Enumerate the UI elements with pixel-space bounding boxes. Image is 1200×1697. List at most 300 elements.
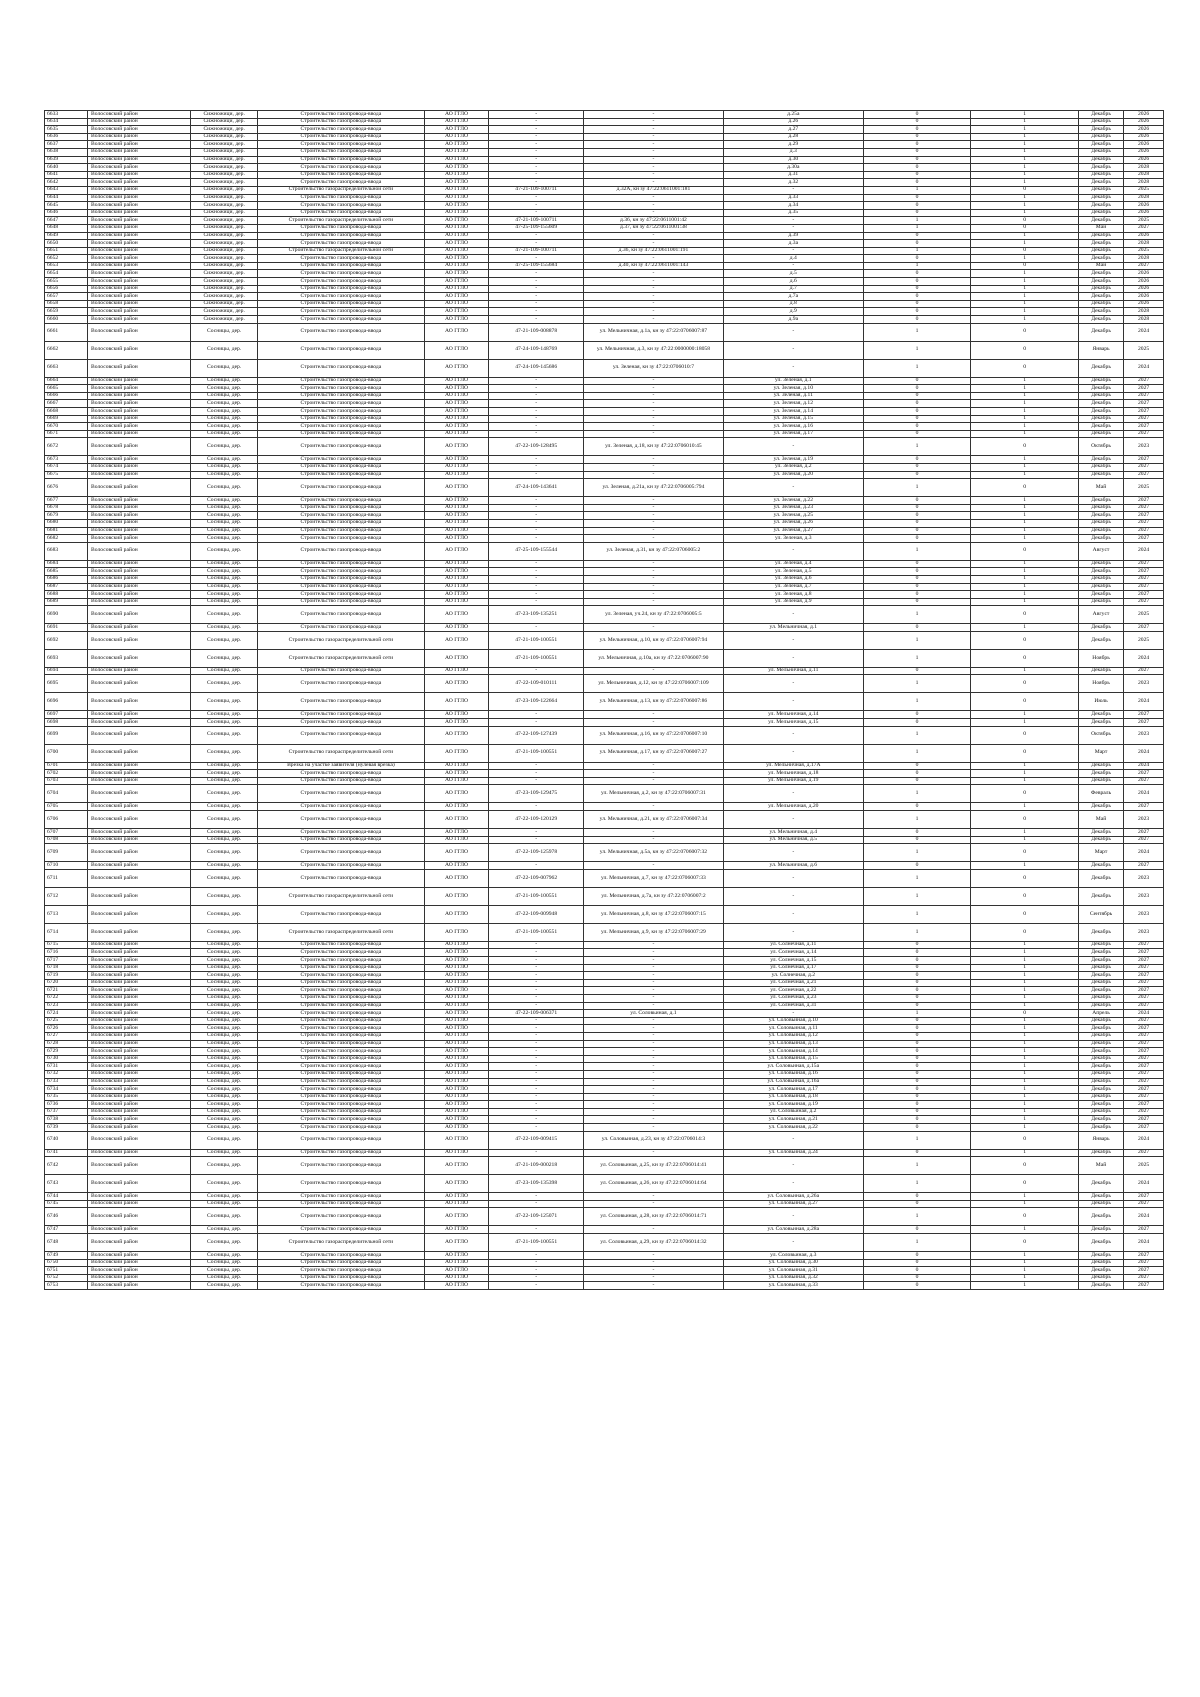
table-cell-org: АО ГГЛО	[424, 1086, 489, 1094]
table-cell-year: 2024	[1124, 542, 1164, 560]
table-cell-org: АО ГГЛО	[424, 568, 489, 576]
table-cell-flag_a: 0	[863, 964, 971, 972]
table-cell-flag_a: 1	[863, 1010, 971, 1018]
table-cell-address: -	[723, 224, 863, 232]
table-row	[45, 667, 1164, 675]
table-cell-work: Строительство газопровода-ввода	[258, 964, 425, 972]
table-cell-flag_b: 1	[971, 111, 1079, 119]
table-cell-month: Декабрь	[1078, 1200, 1123, 1208]
table-cell-org: АО ГГЛО	[424, 972, 489, 980]
table-cell-id: 6676	[45, 479, 88, 497]
table-cell-work: Строительство газопровода-ввода	[258, 836, 425, 844]
table-cell-work: Строительство газопровода-ввода	[258, 497, 425, 505]
table-cell-work: Строительство газопровода-ввода	[258, 811, 425, 829]
table-cell-month: Сентябрь	[1078, 905, 1123, 923]
table-cell-address_kn: ул. Мельничная, д.16, кн зу 47:22:0706007:10	[584, 726, 724, 744]
table-cell-flag_a: 0	[863, 133, 971, 141]
table-cell-address_kn: ул. Зеленая, д.21а, кн зу 47:22:0706005:794	[584, 479, 724, 497]
table-cell-year: 2027	[1124, 1200, 1164, 1208]
table-cell-flag_b: 0	[971, 359, 1079, 377]
table-cell-code: -	[489, 575, 584, 583]
table-cell-code: -	[489, 711, 584, 719]
table-cell-settlement: Сижножици, дер.	[191, 164, 258, 172]
table-row	[45, 1234, 1164, 1252]
table-cell-district: Волосовский район	[88, 209, 191, 217]
table-cell-address_kn: ул. Мельничная, д.12, кн зу 47:22:0706007:109	[584, 675, 724, 693]
table-cell-address_kn: -	[584, 1025, 724, 1033]
table-cell-code: -	[489, 316, 584, 324]
table-cell-district: Волосовский район	[88, 262, 191, 270]
table-cell-flag_b: 0	[971, 869, 1079, 887]
table-cell-work: Строительство газораспределительной сети	[258, 923, 425, 941]
table-cell-id: 6651	[45, 247, 88, 255]
table-cell-code: -	[489, 400, 584, 408]
table-cell-flag_a: 0	[863, 987, 971, 995]
table-cell-flag_b: 1	[971, 519, 1079, 527]
table-cell-month: Декабрь	[1078, 171, 1123, 179]
table-cell-org: АО ГГЛО	[424, 232, 489, 240]
table-cell-year: 2027	[1124, 392, 1164, 400]
table-cell-code: -	[489, 964, 584, 972]
table-cell-district: Волосовский район	[88, 1131, 191, 1149]
table-cell-work: Строительство газопровода-ввода	[258, 359, 425, 377]
table-cell-settlement: Сосницы, дер.	[191, 777, 258, 785]
table-row	[45, 844, 1164, 862]
table-cell-address: ул. Солнечная, д.11	[723, 941, 863, 949]
table-cell-month: Декабрь	[1078, 1234, 1123, 1252]
table-row	[45, 591, 1164, 599]
table-cell-year: 2027	[1124, 1282, 1164, 1290]
table-cell-flag_a: 0	[863, 519, 971, 527]
table-cell-id: 6637	[45, 141, 88, 149]
table-cell-month: Декабрь	[1078, 270, 1123, 278]
table-cell-flag_b: 1	[971, 598, 1079, 606]
table-cell-settlement: Сосницы, дер.	[191, 624, 258, 632]
table-cell-flag_b: 1	[971, 126, 1079, 134]
table-cell-org: АО ГГЛО	[424, 1149, 489, 1157]
table-cell-settlement: Сижножици, дер.	[191, 255, 258, 263]
table-cell-month: Декабрь	[1078, 1093, 1123, 1101]
table-cell-address_kn: -	[584, 392, 724, 400]
table-cell-settlement: Сосницы, дер.	[191, 675, 258, 693]
table-cell-address: ул. Солнечная, д.22	[723, 987, 863, 995]
table-cell-month: Декабрь	[1078, 209, 1123, 217]
table-cell-work: Строительство газопровода-ввода	[258, 575, 425, 583]
table-cell-flag_a: 0	[863, 624, 971, 632]
table-cell-month: Декабрь	[1078, 148, 1123, 156]
table-row	[45, 527, 1164, 535]
table-cell-settlement: Сосницы, дер.	[191, 887, 258, 905]
table-cell-year: 2027	[1124, 1259, 1164, 1267]
table-cell-code: -	[489, 803, 584, 811]
table-cell-id: 6701	[45, 762, 88, 770]
table-cell-address_kn: -	[584, 1040, 724, 1048]
table-row	[45, 777, 1164, 785]
table-cell-settlement: Сосницы, дер.	[191, 1234, 258, 1252]
table-cell-flag_b: 1	[971, 194, 1079, 202]
table-cell-month: Декабрь	[1078, 1267, 1123, 1275]
table-cell-settlement: Сосницы, дер.	[191, 1226, 258, 1234]
table-cell-code: -	[489, 408, 584, 416]
table-cell-month: Декабрь	[1078, 385, 1123, 393]
table-cell-settlement: Сосницы, дер.	[191, 400, 258, 408]
table-cell-settlement: Сосницы, дер.	[191, 726, 258, 744]
table-cell-work: Строительство газопровода-ввода	[258, 171, 425, 179]
table-cell-id: 6655	[45, 278, 88, 286]
table-cell-flag_b: 1	[971, 560, 1079, 568]
table-cell-id: 6684	[45, 560, 88, 568]
table-cell-work: Строительство газопровода-ввода	[258, 164, 425, 172]
table-cell-district: Волосовский район	[88, 811, 191, 829]
table-cell-org: АО ГГЛО	[424, 400, 489, 408]
table-cell-month: Май	[1078, 1157, 1123, 1175]
table-cell-month: Декабрь	[1078, 300, 1123, 308]
table-cell-settlement: Сосницы, дер.	[191, 1200, 258, 1208]
table-cell-id: 6745	[45, 1200, 88, 1208]
table-cell-settlement: Сосницы, дер.	[191, 560, 258, 568]
table-cell-code: -	[489, 141, 584, 149]
table-cell-address_kn: -	[584, 1226, 724, 1234]
table-cell-district: Волосовский район	[88, 979, 191, 987]
table-cell-work: Строительство газопровода-ввода	[258, 1017, 425, 1025]
table-cell-address: ул. Солнечная, д.23	[723, 994, 863, 1002]
table-cell-address: -	[723, 1234, 863, 1252]
table-cell-org: АО ГГЛО	[424, 217, 489, 225]
table-cell-address_kn: -	[584, 148, 724, 156]
table-cell-address_kn: ул. Мельничная, д.21, кн зу 47:22:0706007:34	[584, 811, 724, 829]
table-cell-district: Волосовский район	[88, 770, 191, 778]
table-cell-flag_a: 0	[863, 1108, 971, 1116]
table-cell-work: Строительство газопровода-ввода	[258, 262, 425, 270]
table-cell-address_kn: -	[584, 777, 724, 785]
table-cell-settlement: Сосницы, дер.	[191, 527, 258, 535]
table-cell-district: Волосовский район	[88, 308, 191, 316]
table-row	[45, 1259, 1164, 1267]
table-cell-address: ул. Соловьиная, д.2	[723, 1108, 863, 1116]
table-cell-month: Декабрь	[1078, 118, 1123, 126]
table-cell-address: ул. Зеленая, д.23	[723, 504, 863, 512]
table-cell-org: АО ГГЛО	[424, 316, 489, 324]
table-cell-work: Строительство газопровода-ввода	[258, 300, 425, 308]
table-cell-id: 6730	[45, 1055, 88, 1063]
table-cell-work: Строительство газопровода-ввода	[258, 293, 425, 301]
table-cell-flag_a: 1	[863, 186, 971, 194]
table-cell-settlement: Сижножици, дер.	[191, 209, 258, 217]
table-cell-settlement: Сижножици, дер.	[191, 262, 258, 270]
table-cell-work: Строительство газопровода-ввода	[258, 941, 425, 949]
table-cell-district: Волосовский район	[88, 240, 191, 248]
table-cell-month: Декабрь	[1078, 377, 1123, 385]
table-cell-work: Строительство газопровода-ввода	[258, 1101, 425, 1109]
table-cell-code: -	[489, 519, 584, 527]
table-cell-flag_b: 1	[971, 770, 1079, 778]
table-cell-id: 6744	[45, 1193, 88, 1201]
table-cell-district: Волосовский район	[88, 400, 191, 408]
table-cell-id: 6697	[45, 711, 88, 719]
table-cell-address_kn: -	[584, 979, 724, 987]
table-cell-flag_a: 1	[863, 224, 971, 232]
table-row	[45, 300, 1164, 308]
table-cell-month: Декабрь	[1078, 527, 1123, 535]
table-cell-year: 2027	[1124, 535, 1164, 543]
table-cell-address_kn: д.37, кн зу 47:22:0611001:38	[584, 224, 724, 232]
table-row	[45, 1282, 1164, 1290]
table-cell-address: -	[723, 887, 863, 905]
table-cell-address: -	[723, 247, 863, 255]
table-cell-work: Строительство газопровода-ввода	[258, 1093, 425, 1101]
table-cell-work: Строительство газопровода-ввода	[258, 675, 425, 693]
table-cell-org: АО ГГЛО	[424, 118, 489, 126]
table-cell-address: ул. Мельничная, д.20	[723, 803, 863, 811]
table-cell-flag_b: 0	[971, 693, 1079, 711]
table-cell-address: ул. Соловьиная, д.13	[723, 1040, 863, 1048]
table-row	[45, 341, 1164, 359]
table-cell-year: 2027	[1124, 624, 1164, 632]
table-cell-flag_a: 1	[863, 744, 971, 762]
table-cell-flag_b: 0	[971, 186, 1079, 194]
table-cell-year: 2027	[1124, 1124, 1164, 1132]
table-cell-code: 47-21-109-100551	[489, 887, 584, 905]
table-cell-address: ул. Зеленая, д.2	[723, 463, 863, 471]
table-cell-month: Декабрь	[1078, 415, 1123, 423]
table-cell-flag_a: 1	[863, 869, 971, 887]
table-cell-code: -	[489, 194, 584, 202]
table-cell-org: АО ГГЛО	[424, 270, 489, 278]
table-cell-district: Волосовский район	[88, 1267, 191, 1275]
table-cell-address_kn: -	[584, 598, 724, 606]
table-row	[45, 1070, 1164, 1078]
table-cell-settlement: Сосницы, дер.	[191, 1252, 258, 1260]
table-cell-org: АО ГГЛО	[424, 1252, 489, 1260]
table-cell-flag_b: 1	[971, 1017, 1079, 1025]
table-cell-year: 2027	[1124, 949, 1164, 957]
table-cell-code: -	[489, 624, 584, 632]
table-row	[45, 423, 1164, 431]
table-cell-address: д.28	[723, 133, 863, 141]
table-cell-code: 47-21-109-100711	[489, 186, 584, 194]
table-cell-address: ул. Соловьиная, д.18	[723, 1093, 863, 1101]
table-cell-year: 2024	[1124, 359, 1164, 377]
table-cell-address_kn: -	[584, 285, 724, 293]
table-cell-code: -	[489, 1040, 584, 1048]
table-cell-flag_b: 1	[971, 1149, 1079, 1157]
table-cell-org: АО ГГЛО	[424, 964, 489, 972]
table-cell-flag_b: 0	[971, 542, 1079, 560]
table-cell-address: ул. Соловьиная, д.15а	[723, 1063, 863, 1071]
table-cell-work: Строительство газопровода-ввода	[258, 979, 425, 987]
table-cell-code: -	[489, 415, 584, 423]
table-cell-org: АО ГГЛО	[424, 560, 489, 568]
table-row	[45, 941, 1164, 949]
table-cell-address_kn: -	[584, 179, 724, 187]
table-cell-month: Декабрь	[1078, 598, 1123, 606]
table-cell-month: Декабрь	[1078, 217, 1123, 225]
table-cell-id: 6721	[45, 987, 88, 995]
table-cell-org: АО ГГЛО	[424, 1282, 489, 1290]
table-cell-address_kn: -	[584, 568, 724, 576]
table-cell-id: 6648	[45, 224, 88, 232]
table-cell-id: 6722	[45, 994, 88, 1002]
table-cell-code: -	[489, 777, 584, 785]
table-cell-code: -	[489, 497, 584, 505]
table-cell-month: Декабрь	[1078, 471, 1123, 479]
table-cell-district: Волосовский район	[88, 987, 191, 995]
table-cell-code: -	[489, 1124, 584, 1132]
table-cell-flag_b: 1	[971, 164, 1079, 172]
table-cell-work: Строительство газопровода-ввода	[258, 341, 425, 359]
table-cell-address: ул. Зеленая, д.1	[723, 377, 863, 385]
table-cell-org: АО ГГЛО	[424, 438, 489, 456]
table-cell-org: АО ГГЛО	[424, 762, 489, 770]
table-row	[45, 392, 1164, 400]
table-cell-id: 6743	[45, 1175, 88, 1193]
table-cell-code: -	[489, 1226, 584, 1234]
table-cell-address: д.29	[723, 141, 863, 149]
table-cell-address_kn: ул. Мельничная, д.7а, кн зу 47:22:0706007:2	[584, 887, 724, 905]
table-cell-flag_b: 1	[971, 141, 1079, 149]
table-cell-year: 2027	[1124, 400, 1164, 408]
table-cell-id: 6698	[45, 719, 88, 727]
table-cell-year: 2024	[1124, 1234, 1164, 1252]
table-cell-settlement: Сосницы, дер.	[191, 711, 258, 719]
table-cell-address_kn: -	[584, 377, 724, 385]
table-cell-flag_b: 1	[971, 293, 1079, 301]
table-cell-year: 2027	[1124, 836, 1164, 844]
table-cell-flag_a: 1	[863, 1208, 971, 1226]
table-cell-address_kn: -	[584, 141, 724, 149]
table-cell-flag_b: 1	[971, 1078, 1079, 1086]
table-cell-code: 47-21-109-100551	[489, 649, 584, 667]
table-cell-id: 6717	[45, 957, 88, 965]
table-cell-flag_a: 0	[863, 777, 971, 785]
table-cell-district: Волосовский район	[88, 560, 191, 568]
table-cell-flag_b: 1	[971, 1200, 1079, 1208]
table-cell-org: АО ГГЛО	[424, 1131, 489, 1149]
table-cell-address: -	[723, 1157, 863, 1175]
table-cell-org: АО ГГЛО	[424, 862, 489, 870]
table-cell-org: АО ГГЛО	[424, 148, 489, 156]
table-cell-flag_b: 0	[971, 479, 1079, 497]
table-cell-address: д.35	[723, 209, 863, 217]
table-cell-address: -	[723, 811, 863, 829]
table-cell-org: АО ГГЛО	[424, 1025, 489, 1033]
table-cell-id: 6663	[45, 359, 88, 377]
table-cell-district: Волосовский район	[88, 1175, 191, 1193]
table-cell-id: 6704	[45, 785, 88, 803]
table-cell-address: ул. Зеленая, д.4	[723, 560, 863, 568]
table-row	[45, 542, 1164, 560]
table-cell-settlement: Сижножици, дер.	[191, 232, 258, 240]
table-cell-year: 2024	[1124, 1131, 1164, 1149]
table-cell-year: 2027	[1124, 463, 1164, 471]
table-cell-settlement: Сижножици, дер.	[191, 171, 258, 179]
table-cell-flag_a: 1	[863, 1157, 971, 1175]
table-cell-work: Строительство газопровода-ввода	[258, 240, 425, 248]
table-cell-year: 2027	[1124, 1055, 1164, 1063]
table-cell-work: Строительство газопровода-ввода	[258, 255, 425, 263]
table-cell-id: 6635	[45, 126, 88, 134]
table-cell-work: Строительство газопровода-ввода	[258, 141, 425, 149]
table-cell-flag_a: 1	[863, 726, 971, 744]
table-cell-org: АО ГГЛО	[424, 408, 489, 416]
table-cell-flag_b: 1	[971, 512, 1079, 520]
table-cell-flag_b: 1	[971, 1116, 1079, 1124]
table-cell-org: АО ГГЛО	[424, 1234, 489, 1252]
table-cell-flag_b: 1	[971, 255, 1079, 263]
table-cell-settlement: Сосницы, дер.	[191, 719, 258, 727]
table-cell-org: АО ГГЛО	[424, 606, 489, 624]
table-cell-district: Волосовский район	[88, 1193, 191, 1201]
table-cell-address: ул. Мельничная, д.6	[723, 862, 863, 870]
table-cell-work: Строительство газопровода-ввода	[258, 803, 425, 811]
table-row	[45, 887, 1164, 905]
table-cell-org: АО ГГЛО	[424, 770, 489, 778]
table-cell-address: ул. Соловьиная, д.10	[723, 1017, 863, 1025]
table-cell-district: Волосовский район	[88, 941, 191, 949]
table-cell-code: -	[489, 1017, 584, 1025]
table-cell-id: 6668	[45, 408, 88, 416]
table-cell-district: Волосовский район	[88, 844, 191, 862]
table-row	[45, 1017, 1164, 1025]
table-cell-district: Волосовский район	[88, 568, 191, 576]
table-cell-code: 47-25-109-155609	[489, 224, 584, 232]
table-cell-org: АО ГГЛО	[424, 126, 489, 134]
table-cell-year: 2023	[1124, 438, 1164, 456]
table-cell-address: ул. Зеленая, д.27	[723, 527, 863, 535]
table-cell-flag_a: 0	[863, 535, 971, 543]
table-cell-org: АО ГГЛО	[424, 1274, 489, 1282]
table-cell-year: 2027	[1124, 591, 1164, 599]
table-cell-flag_b: 0	[971, 341, 1079, 359]
table-cell-flag_a: 0	[863, 591, 971, 599]
table-cell-year: 2028	[1124, 194, 1164, 202]
table-cell-month: Июль	[1078, 693, 1123, 711]
table-cell-month: Декабрь	[1078, 1048, 1123, 1056]
table-cell-address_kn: -	[584, 987, 724, 995]
table-cell-address_kn: -	[584, 770, 724, 778]
table-cell-work: Строительство газопровода-ввода	[258, 711, 425, 719]
table-cell-settlement: Сосницы, дер.	[191, 862, 258, 870]
table-cell-month: Декабрь	[1078, 126, 1123, 134]
table-cell-settlement: Сосницы, дер.	[191, 905, 258, 923]
table-cell-flag_b: 1	[971, 568, 1079, 576]
table-cell-year: 2023	[1124, 726, 1164, 744]
table-cell-district: Волосовский район	[88, 1040, 191, 1048]
table-cell-org: АО ГГЛО	[424, 1200, 489, 1208]
table-cell-id: 6657	[45, 293, 88, 301]
table-row	[45, 785, 1164, 803]
table-cell-year: 2024	[1124, 744, 1164, 762]
table-cell-district: Волосовский район	[88, 300, 191, 308]
table-cell-flag_a: 0	[863, 575, 971, 583]
table-cell-settlement: Сосницы, дер.	[191, 1282, 258, 1290]
table-cell-district: Волосовский район	[88, 964, 191, 972]
table-cell-id: 6723	[45, 1002, 88, 1010]
table-cell-address_kn: -	[584, 1274, 724, 1282]
table-cell-address: ул. Соловьиная, д.16	[723, 1070, 863, 1078]
table-cell-flag_b: 0	[971, 1010, 1079, 1018]
table-cell-year: 2024	[1124, 1208, 1164, 1226]
table-cell-month: Декабрь	[1078, 504, 1123, 512]
table-cell-id: 6687	[45, 583, 88, 591]
table-cell-work: Строительство газопровода-ввода	[258, 777, 425, 785]
table-cell-district: Волосовский район	[88, 1116, 191, 1124]
table-cell-org: АО ГГЛО	[424, 624, 489, 632]
table-cell-code: -	[489, 148, 584, 156]
table-cell-flag_a: 1	[863, 247, 971, 255]
table-cell-address: -	[723, 1010, 863, 1018]
table-cell-flag_a: 1	[863, 923, 971, 941]
